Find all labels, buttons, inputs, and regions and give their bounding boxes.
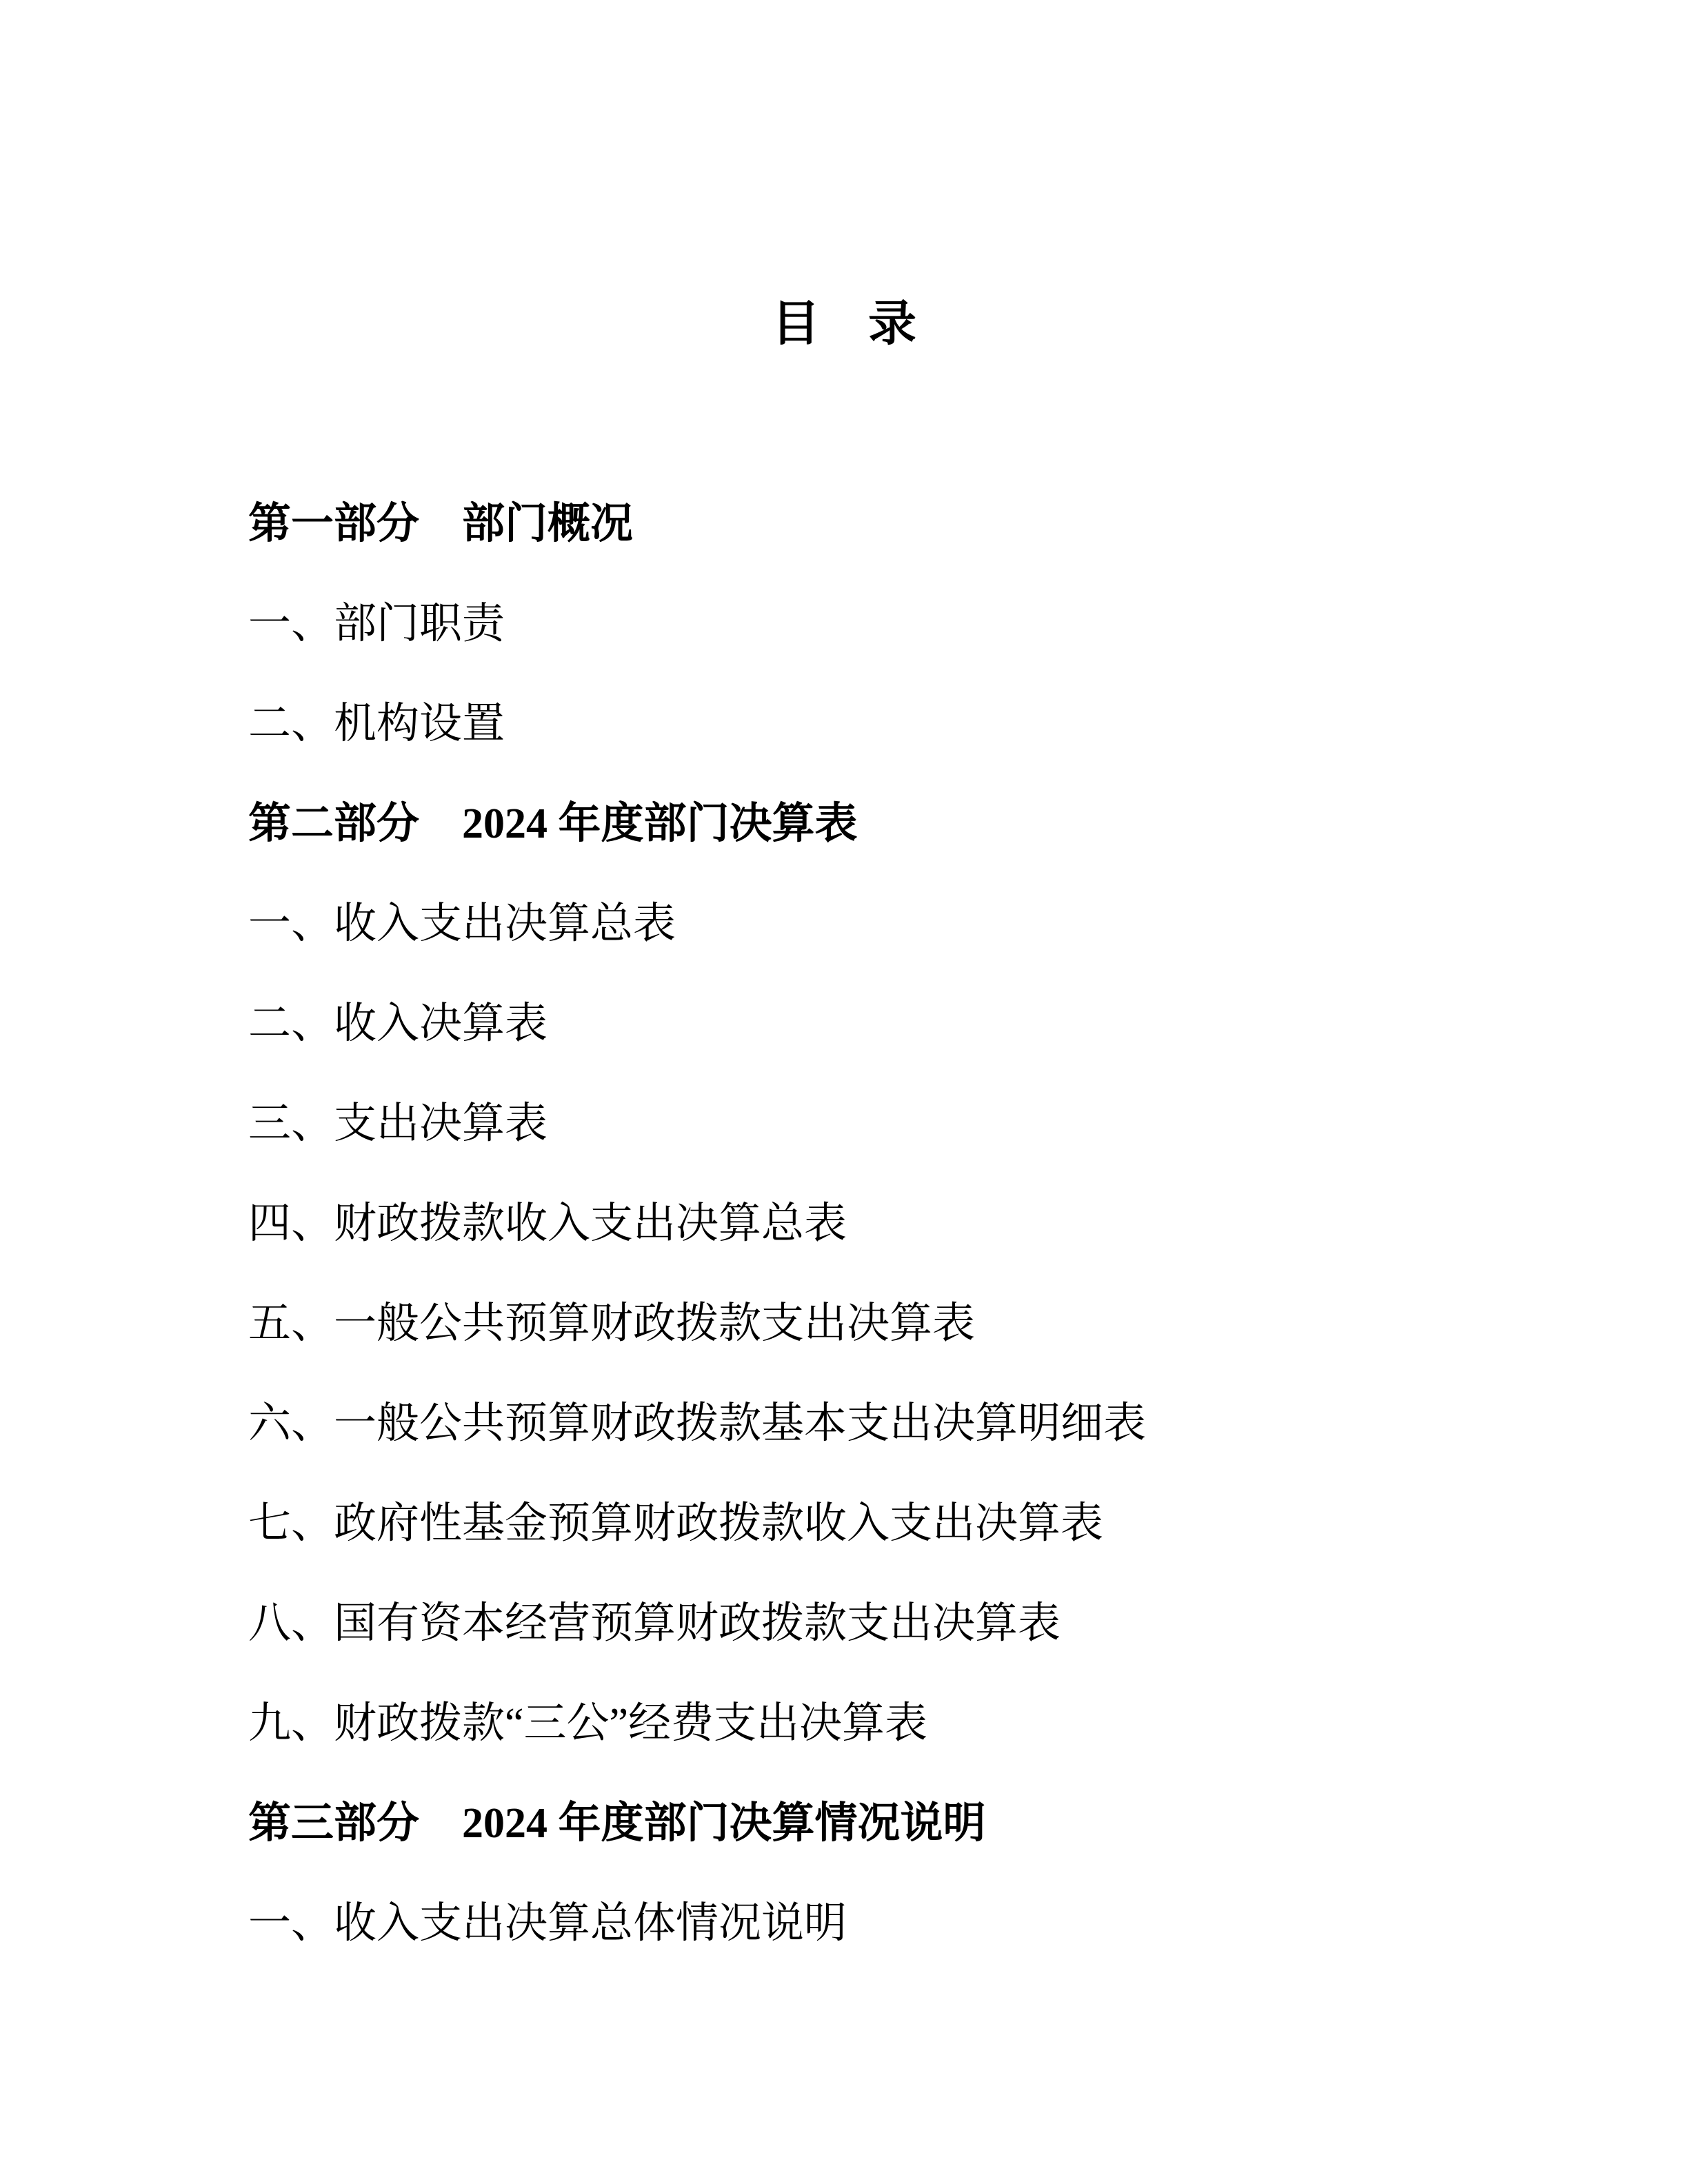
toc-entry: 一、收入支出决算总表 — [248, 900, 676, 947]
toc-entry: 五、一般公共预算财政拨款支出决算表 — [248, 1300, 976, 1347]
toc-entry: 一、部门职责 — [248, 600, 505, 647]
toc-entry: 七、政府性基金预算财政拨款收入支出决算表 — [248, 1500, 1104, 1547]
toc-entry: 一、收入支出决算总体情况说明 — [248, 1900, 847, 1947]
toc-section-heading: 第一部分 部门概况 — [248, 501, 634, 547]
toc-entry: 六、一般公共预算财政拨款基本支出决算明细表 — [248, 1400, 1147, 1447]
toc-section-heading: 第三部分 2024 年度部门决算情况说明 — [248, 1800, 986, 1847]
toc-entry: 八、国有资本经营预算财政拨款支出决算表 — [248, 1600, 1061, 1647]
toc-section-heading: 第二部分 2024 年度部门决算表 — [248, 800, 858, 847]
toc-entry: 二、机构设置 — [248, 700, 505, 747]
toc-entry: 二、收入决算表 — [248, 1000, 548, 1047]
toc-entry: 四、财政拨款收入支出决算总表 — [248, 1200, 847, 1247]
table-of-contents — [248, 474, 1462, 1974]
page-title: 目 录 — [772, 298, 916, 351]
toc-entry: 九、财政拨款“三公”经费支出决算表 — [248, 1700, 928, 1747]
toc-entry: 三、支出决算表 — [248, 1100, 548, 1147]
